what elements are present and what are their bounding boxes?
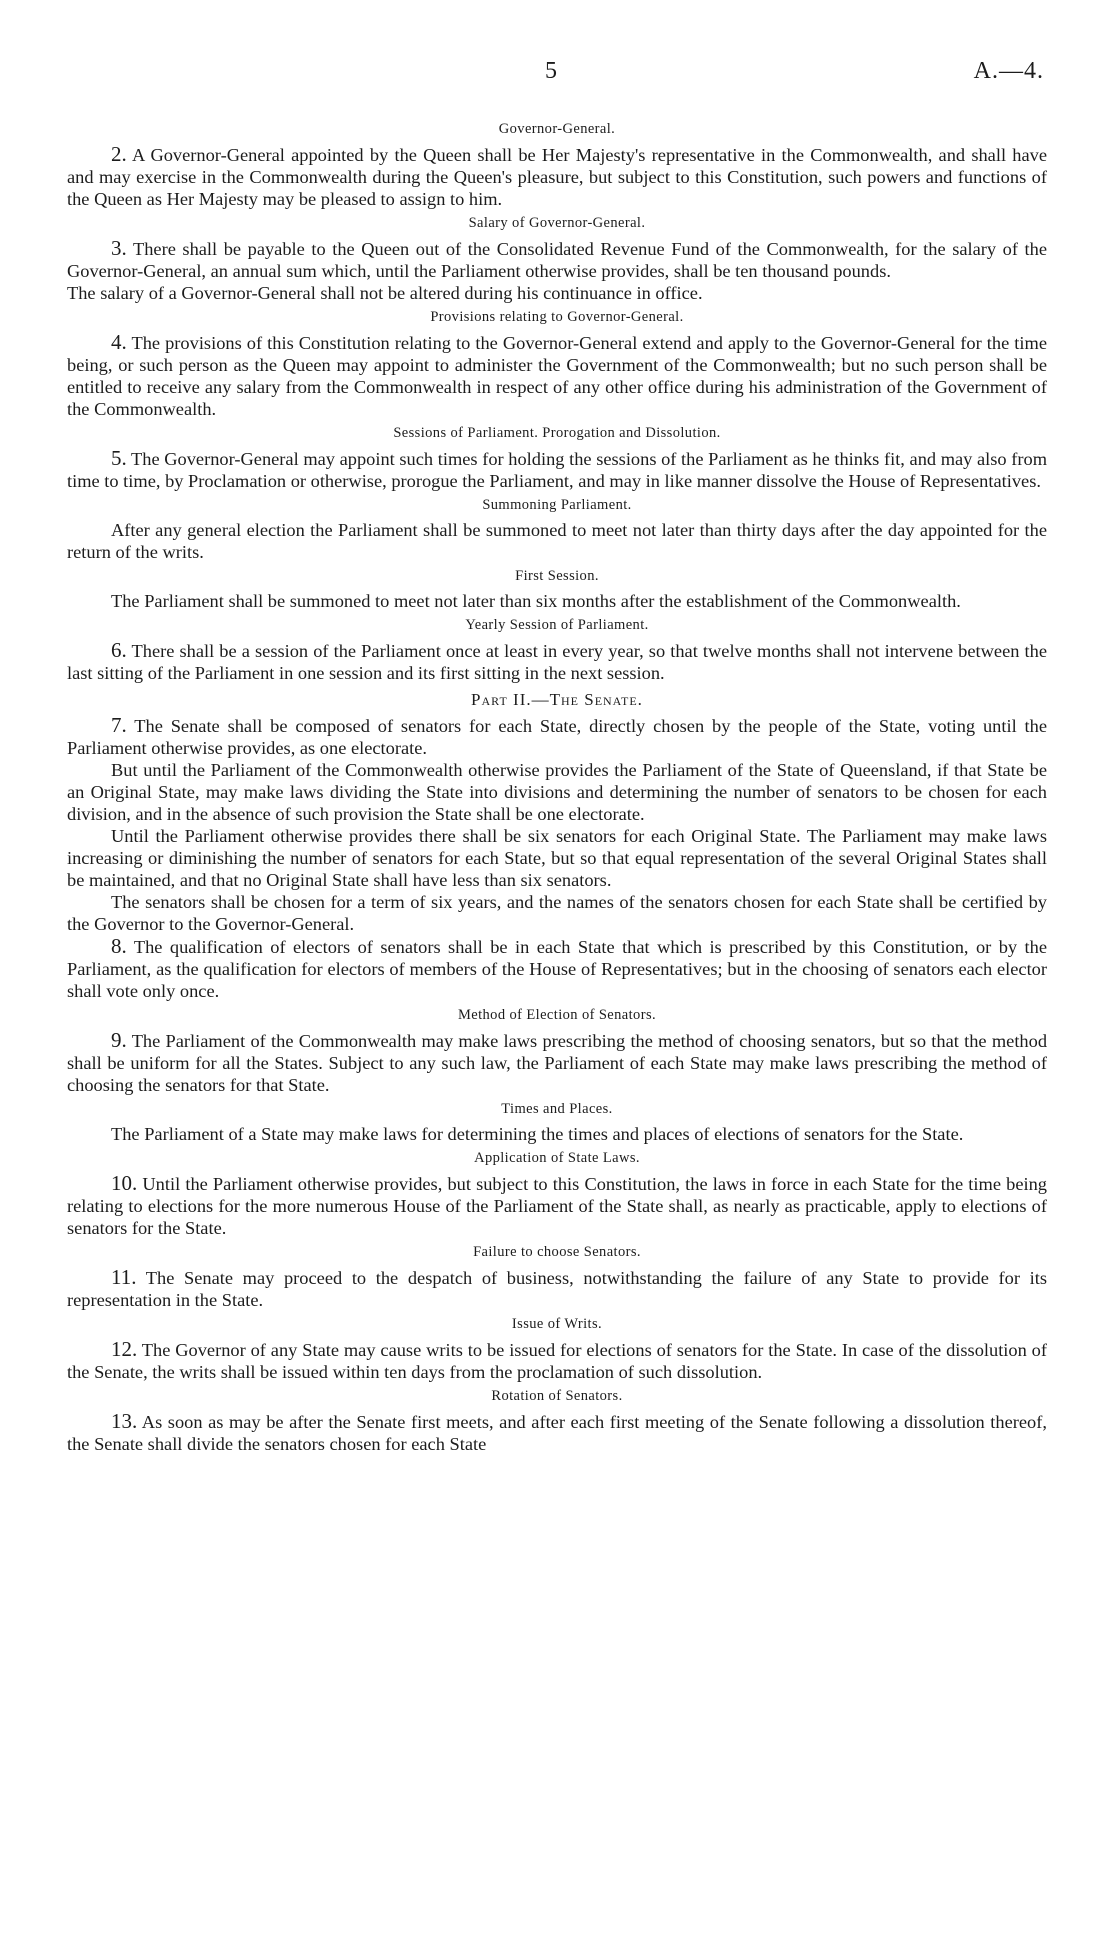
section-heading: Yearly Session of Parliament.: [465, 617, 649, 633]
section-heading: First Session.: [515, 568, 599, 584]
page-number: 5: [545, 58, 557, 84]
section-number: 3.: [111, 236, 127, 260]
times-places-paragraph: The Parliament of a State may make laws for determining the times and places of elections of senators for the State.: [111, 1124, 964, 1144]
section-text: The Parliament of the Commonwealth may make laws prescribing the method of choosing senators, but so that the method shall be uniform for all the States. Subject to any such law, the Parliament of each State may make laws prescribing the method of choosing the senators for that State.: [67, 1031, 1048, 1095]
document-body: [67, 116, 1047, 1455]
section-number: 12.: [111, 1337, 138, 1361]
section-heading: Sessions of Parliament. Prorogation and Dissolution.: [393, 425, 721, 441]
section-number: 7.: [111, 713, 127, 737]
section-10: [67, 1172, 1047, 1239]
section-text: The Governor-General may appoint such times for holding the sessions of the Parliament as he thinks fit, and may also from time to time, by Proclamation or otherwise, prorogue the Parliament, and may in like manner dissolve the House of Representatives.: [67, 449, 1048, 491]
summoning-paragraph: After any general election the Parliament shall be summoned to meet not later than thirty days after the day appointed for the return of the writs.: [67, 520, 1047, 562]
section-heading: Governor-General.: [498, 121, 616, 137]
section-text: Until the Parliament otherwise provides, but subject to this Constitution, the laws in force in each State for the time being relating to elections for the more numerous House of the Parliament of the State shall, as nearly as practicable, apply to elections of senators for the State.: [67, 1174, 1047, 1238]
section-13: [67, 1410, 1047, 1455]
section-12: [67, 1338, 1047, 1383]
section-text: There shall be a session of the Parliament once at least in every year, so that twelve months shall not intervene between the last sitting of the Parliament in one session and its first sitting in the next session.: [67, 641, 1047, 683]
section-heading: Method of Election of Senators.: [457, 1007, 657, 1023]
section-text: The provisions of this Constitution relating to the Governor-General extend and apply to the Governor-General for the time being, or such person as the Queen may appoint to administer the Government of the Commonwealth; but no such person shall be entitled to receive any salary from the Commonwealth in respect of any other office during his administration of the Government of the Commonwealth.: [67, 333, 1047, 419]
section-number: 5.: [111, 446, 127, 470]
section-number: 8.: [111, 934, 127, 958]
section-text: The Senate may proceed to the despatch of business, notwithstanding the failure of any State to provide for its representation in the State.: [67, 1268, 1048, 1310]
section-number: 13.: [111, 1409, 138, 1433]
section-number: 4.: [111, 330, 127, 354]
section-heading: Provisions relating to Governor-General.: [430, 309, 684, 325]
section-text: A Governor-General appointed by the Queen shall be Her Majesty's representative in the Commonwealth, and shall have and may exercise in the Commonwealth during the Queen's pleasure, but subject to this Constitution, such powers and functions of the Queen as Her Majesty may be pleased to assign to him.: [67, 145, 1047, 209]
section-7-paragraph-3: Until the Parliament otherwise provides there shall be six senators for each Original State. The Parliament may make laws increasing or diminishing the number of senators for each State, but so that equal representation of the several Original States shall be maintained, and that no Original State shall have less than six senators.: [67, 826, 1047, 890]
section-8: [67, 935, 1047, 1002]
section-number: 11.: [111, 1265, 137, 1289]
section-3: [67, 237, 1047, 282]
section-heading: Failure to choose Senators.: [473, 1244, 641, 1260]
section-4: [67, 331, 1047, 420]
section-6: [67, 639, 1047, 684]
section-7: [67, 714, 1047, 759]
section-text: The Senate shall be composed of senators for each State, directly chosen by the people of the State, voting until the Parliament otherwise provides, as one electorate.: [67, 716, 1048, 758]
section-heading: Times and Places.: [501, 1101, 613, 1117]
section-text: The Governor of any State may cause writs to be issued for elections of senators for the State. In case of the dissolution of the Senate, the writs shall be issued within ten days from the proclamation of such dissolution.: [67, 1340, 1047, 1382]
section-3-paragraph-2: The salary of a Governor-General shall not be altered during his continuance in office.: [67, 283, 703, 303]
section-number: 9.: [111, 1028, 127, 1052]
section-7-paragraph-2: But until the Parliament of the Commonwealth otherwise provides the Parliament of the State of Queensland, if that State be an Original State, may make laws dividing the State into divisions and determining the number of senators to be chosen for each division, and in the absence of such provision the State shall be one electorate.: [67, 760, 1047, 824]
section-number: 6.: [111, 638, 127, 662]
part-heading: Part II.—The Senate.: [471, 690, 643, 709]
section-number: 10.: [111, 1171, 138, 1195]
first-session-paragraph: The Parliament shall be summoned to meet not later than six months after the establishment of the Commonwealth.: [111, 591, 961, 611]
section-2: [67, 143, 1047, 210]
section-heading: Issue of Writs.: [511, 1316, 603, 1332]
section-9: [67, 1029, 1047, 1096]
section-7-paragraph-4: The senators shall be chosen for a term of six years, and the names of the senators chosen for each State shall be certified by the Governor to the Governor-General.: [67, 892, 1047, 934]
section-heading: Summoning Parliament.: [482, 497, 632, 513]
section-heading: Application of State Laws.: [474, 1150, 640, 1166]
section-heading: Rotation of Senators.: [491, 1388, 623, 1404]
section-heading: Salary of Governor-General.: [468, 215, 646, 231]
section-number: 2.: [111, 142, 127, 166]
section-text: As soon as may be after the Senate first meets, and after each first meeting of the Senate following a dissolution thereof, the Senate shall divide the senators chosen for each State: [67, 1412, 1047, 1454]
document-reference: A.—4.: [973, 58, 1044, 84]
section-11: [67, 1266, 1047, 1311]
section-text: The qualification of electors of senators shall be in each State that which is prescribed by this Constitution, or by the Parliament, as the qualification for electors of members of the House of Representatives; but in the choosing of senators each elector shall vote only once.: [67, 937, 1047, 1001]
section-5: [67, 447, 1047, 492]
section-text: There shall be payable to the Queen out of the Consolidated Revenue Fund of the Commonwealth, for the salary of the Governor-General, an annual sum which, until the Parliament otherwise provides, shall be ten thousand pounds.: [67, 239, 1047, 281]
